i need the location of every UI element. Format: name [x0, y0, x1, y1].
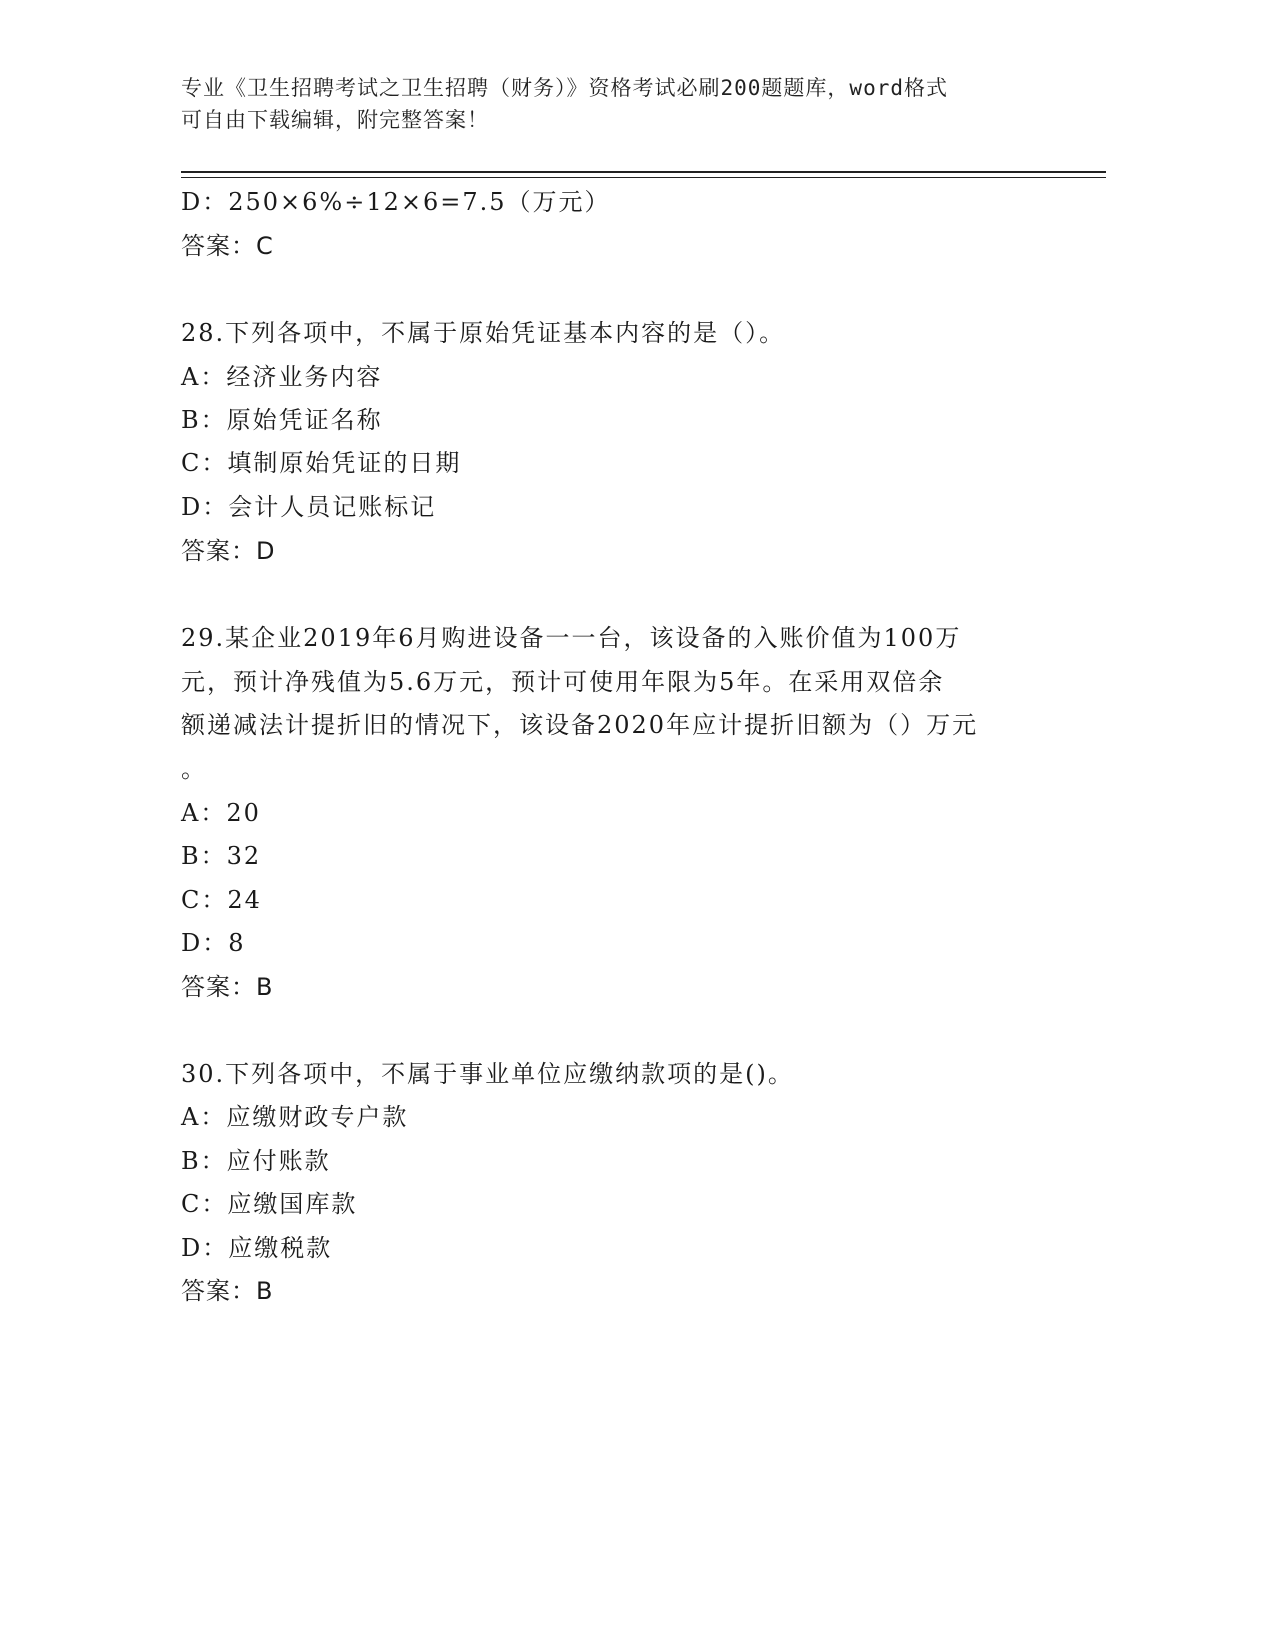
q28-option-b: B：原始凭证名称: [181, 406, 383, 434]
q28-answer: 答案：D: [181, 537, 276, 565]
header-line-2: 可自由下载编辑，附完整答案！: [181, 108, 489, 132]
q29-answer: 答案：B: [181, 973, 274, 1001]
q28-option-c: C：填制原始凭证的日期: [181, 449, 462, 477]
q30-option-d: D：应缴税款: [181, 1234, 333, 1262]
header-line-1: 专业《卫生招聘考试之卫生招聘（财务）》资格考试必刷200题题库，word格式: [181, 76, 948, 100]
q29-option-c: C：24: [181, 886, 262, 914]
q29-question-line-1: 29.某企业2019年6月购进设备一一台，该设备的入账价值为100万: [181, 624, 962, 652]
q27-answer: 答案：C: [181, 232, 274, 260]
q29-question-line-4: 。: [181, 755, 207, 783]
q29-question-line-2: 元，预计净残值为5.6万元，预计可使用年限为5年。在采用双倍余: [181, 668, 945, 696]
document-header: [181, 72, 1061, 136]
q28-option-d: D：会计人员记账标记: [181, 493, 437, 521]
q30-option-b: B：应付账款: [181, 1147, 331, 1175]
q30-answer: 答案：B: [181, 1277, 274, 1305]
q29-option-b: B：32: [181, 842, 262, 870]
q30-option-a: A：应缴财政专户款: [181, 1103, 409, 1131]
q29-option-d: D：8: [181, 929, 246, 957]
header-rule-thick: [181, 171, 1106, 173]
q28-option-a: A：经济业务内容: [181, 363, 383, 391]
q29-question-line-3: 额递减法计提折旧的情况下，该设备2020年应计提折旧额为（）万元: [181, 711, 979, 739]
q27-option-d: D：250×6%÷12×6=7.5（万元）: [181, 188, 611, 216]
q30-question: 30.下列各项中，不属于事业单位应缴纳款项的是()。: [181, 1060, 794, 1088]
q29-option-a: A：20: [181, 799, 261, 827]
header-rule-thin: [181, 177, 1106, 178]
q30-option-c: C：应缴国库款: [181, 1190, 358, 1218]
q28-question: 28.下列各项中，不属于原始凭证基本内容的是（）。: [181, 319, 786, 347]
